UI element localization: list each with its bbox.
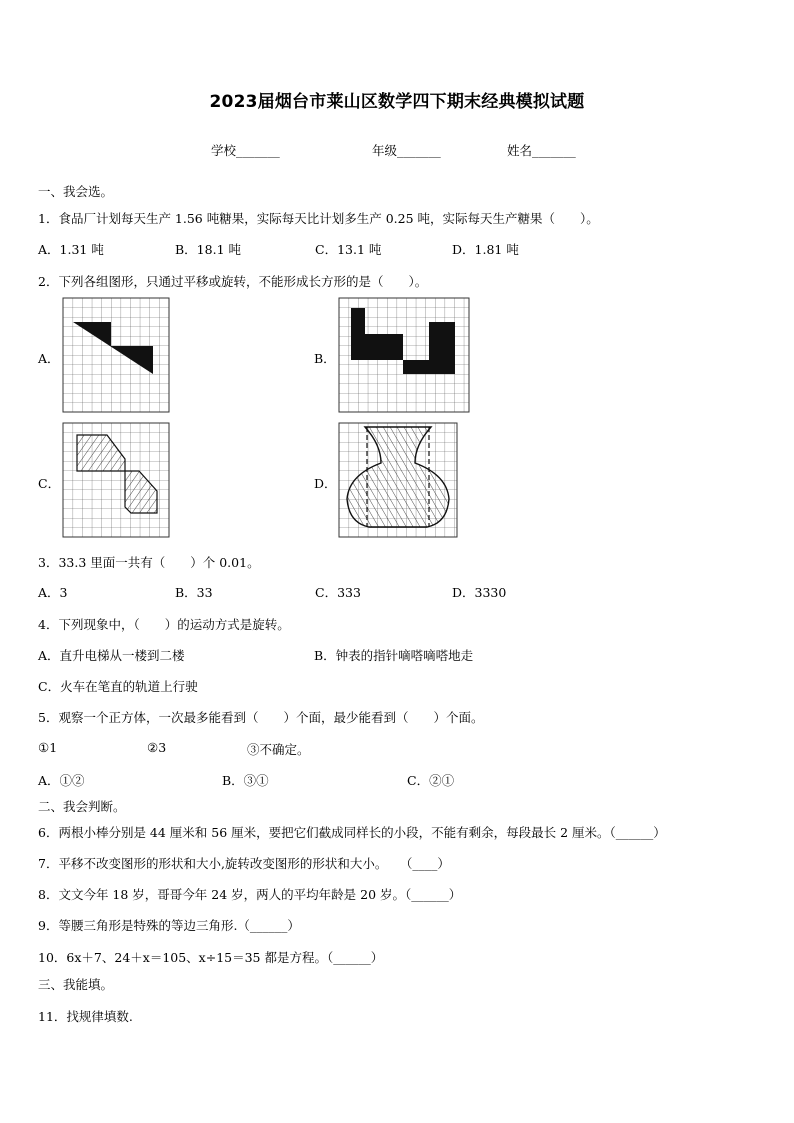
school-field: 学校_______ xyxy=(211,143,280,158)
question-11: 11．找规律填数. xyxy=(38,1009,133,1024)
q5-option-b: B．③① xyxy=(222,773,269,788)
question-3: 3．33.3 里面一共有（ ）个 0.01。 xyxy=(38,555,260,570)
q4-option-a: A．直升电梯从一楼到二楼 xyxy=(38,648,185,663)
q5-item-1: ①1 xyxy=(38,740,58,755)
q4-option-c: C．火车在笔直的轨道上行驶 xyxy=(38,679,198,694)
q3-option-a: A．3 xyxy=(38,585,68,600)
question-1: 1．食品厂计划每天生产 1.56 吨糖果，实际每天比计划多生产 0.25 吨，实际每天生产糖果（ ）。 xyxy=(38,211,599,226)
question-10: 10．6x＋7、24＋x＝105、x÷15＝35 都是方程。（______） xyxy=(38,950,384,965)
question-9: 9．等腰三角形是特殊的等边三角形.（______） xyxy=(38,918,300,933)
q3-option-c: C．333 xyxy=(315,585,361,600)
question-8: 8．文文今年 18 岁，哥哥今年 24 岁，两人的平均年龄是 20 岁。（______） xyxy=(38,887,462,902)
q2-option-d-label: D． xyxy=(314,476,337,491)
q2-option-a-label: A． xyxy=(38,351,60,366)
name-field: 姓名_______ xyxy=(507,143,576,158)
question-5: 5．观察一个正方体，一次最多能看到（ ）个面，最少能看到（ ）个面。 xyxy=(38,710,484,725)
q3-option-d: D．3330 xyxy=(452,585,507,600)
q5-option-a: A．①② xyxy=(38,773,85,788)
question-6: 6．两根小棒分别是 44 厘米和 56 厘米，要把它们截成同样长的小段，不能有剩余，每段最长 2 厘米。（______） xyxy=(38,825,666,840)
section-3-heading: 三、我能填。 xyxy=(38,977,114,992)
q1-option-d: D．1.81 吨 xyxy=(452,242,519,257)
figure-a xyxy=(63,298,169,412)
q4-option-b: B．钟表的指针嘀嗒嘀嗒地走 xyxy=(314,648,474,663)
q3-option-b: B．33 xyxy=(175,585,213,600)
question-7: 7．平移不改变图形的形状和大小,旋转改变图形的形状和大小。 （____） xyxy=(38,856,450,871)
q5-item-3: ③不确定。 xyxy=(247,742,310,757)
page-title: 2023届烟台市莱山区数学四下期末经典模拟试题 xyxy=(209,92,585,112)
q5-item-2: ②3 xyxy=(147,740,167,755)
figure-d xyxy=(339,423,457,537)
q1-option-a: A．1.31 吨 xyxy=(38,242,104,257)
q5-option-c: C．②① xyxy=(407,773,455,788)
q1-option-c: C．13.1 吨 xyxy=(315,242,382,257)
section-1-heading: 一、我会选。 xyxy=(38,184,114,199)
q1-option-b: B．18.1 吨 xyxy=(175,242,241,257)
q2-option-c-label: C． xyxy=(38,476,61,491)
q2-option-b-label: B． xyxy=(314,351,336,366)
grade-field: 年级_______ xyxy=(372,143,441,158)
question-4: 4．下列现象中，（ ）的运动方式是旋转。 xyxy=(38,617,290,632)
question-2: 2．下列各组图形，只通过平移或旋转，不能形成长方形的是（ ）。 xyxy=(38,274,428,289)
section-2-heading: 二、我会判断。 xyxy=(38,799,126,814)
figure-b xyxy=(339,298,469,412)
figure-c xyxy=(63,423,169,537)
